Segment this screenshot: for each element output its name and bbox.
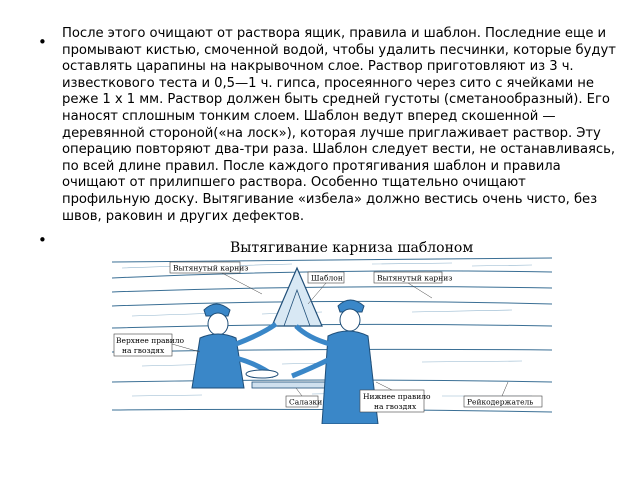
figure-title: Вытягивание карниза шаблоном [230,240,474,256]
label-lower-rule-2: на гвоздях [374,402,417,411]
bullet-marker: • [38,231,47,249]
label-template: Шаблон [311,273,343,283]
label-upper-rule-2: на гвоздях [122,346,165,355]
label-cornice-left: Вытянутый карниз [173,263,249,273]
label-cornice-right: Вытянутый карниз [377,273,453,283]
body-paragraph: После этого очищают от раствора ящик, правила и шаблон. Последние еще и промывают кистью, смоченной водой, чтобы удалить песчинки, которые будут оставлять царапины на накрывочном слое. Раствор приготовляют из 3 ч. известкового теста и 0,5—1 ч. гипса, просеянного через сито с ячейками не реже 1 х 1 мм. Раствор должен быть средней густоты (сметанообразный). Его наносят сплошным тонким слоем. Шаблон ведут вперед скошенной — деревянной стороной(«на лоск»), которая лучше приглаживает раствор. Эту операцию повторяют два-три раза. Шаблон следует вести, не останавливаясь, по всей длине правил. После каждого протягивания шаблон и правила очищают от прилипшего раствора. Особенно тщательно очищают профильную доску. Вытягивание «избела» должно вестись очень чисто, без швов, раковин и других дефектов. [62,26,616,224]
label-skids: Салазки [289,397,323,407]
bullet-marker: • [38,33,47,51]
label-rack-holder: Рейкодержатель [467,397,534,407]
label-lower-rule-1: Нижнее правило [363,392,431,401]
cornice-illustration [112,232,552,424]
worker-left [192,304,278,388]
label-upper-rule-1: Верхнее правило [116,336,185,345]
